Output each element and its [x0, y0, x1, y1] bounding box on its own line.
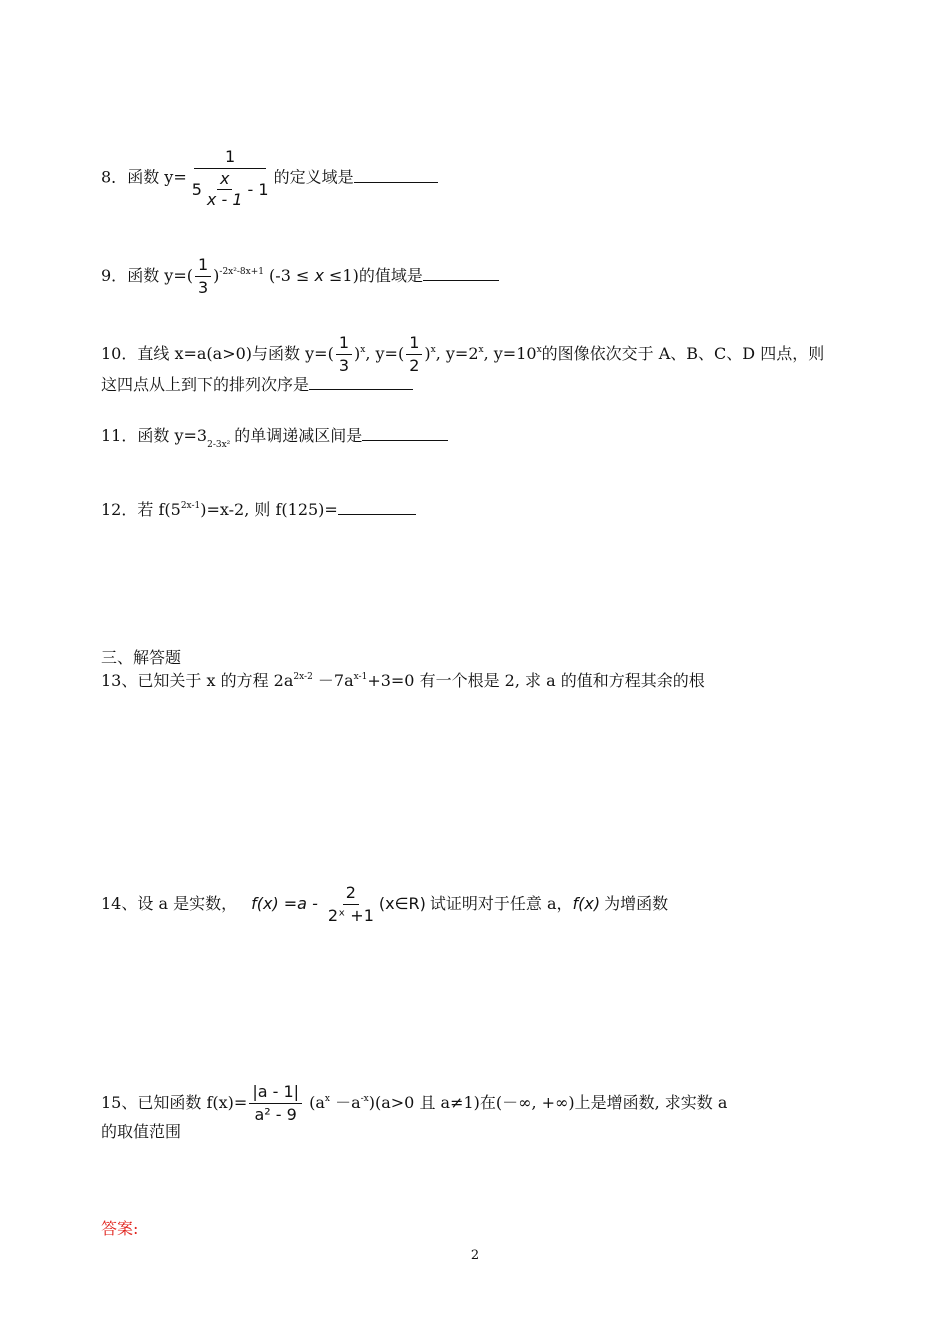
question-8: 8．函数 y= 1 5 $\frac{x}{x - 1}$ - 1 的定义域是 — [101, 146, 438, 210]
section-heading: 三、解答题 — [101, 648, 182, 667]
answer-label: 答案: — [101, 1219, 139, 1238]
q8-inner-fraction: $\frac{x}{x - 1}$ — [206, 169, 243, 209]
question-13: 13、已知关于 x 的方程 $2a^{2x-2} -7a^{x-1}+3=0$ 有一个根是 2, 求 a 的值和方程其余的根 — [101, 671, 705, 690]
q14-fraction: $\frac{2}{\text{2ˣ +1}}$ — [327, 883, 374, 925]
question-12: 12．若 $f(5^{2x-1})=x-2$, 则 f(125)= — [101, 498, 416, 521]
question-14: 14、设 a 是实数， f(x) =a - $\frac{2}{\text{2ˣ +1}}$ (x∈R) 试证明对于任意 a，f(x) 为增函数 — [101, 883, 669, 925]
answer-blank — [354, 166, 438, 183]
page-number: 2 — [470, 1248, 480, 1263]
q10-fraction-2: $\frac{1}{2}$ — [406, 332, 422, 377]
q8-fraction: 1 5 $\frac{x}{x - 1}$ - 1 — [191, 147, 269, 209]
question-11: 11．函数 $y=3_{2-3x^2}$ 的单调递减区间是 — [101, 424, 448, 447]
question-10-line-2: 这四点从上到下的排列次序是 — [101, 373, 413, 396]
answer-blank — [423, 264, 499, 281]
answer-blank — [362, 424, 448, 441]
q15-fraction: $\frac{|a - 1|}{\text{a² - 9}}$ — [249, 1081, 302, 1126]
question-15: 15、已知函数 f(x)= $\frac{|a - 1|}{\text{a² - 9}}$ $(a^x -a^{-x})(a>0$ 且 a≠1)在(－∞, +∞)上是增函数, 求实数 a — [101, 1082, 728, 1124]
q10-fraction-1: $\frac{1}{3}$ — [336, 332, 352, 377]
question-10: 10．直线 x=a(a>0)与函数 y=( $\frac{1}{3}$ )$^x$, y=( $\frac{1}{2}$ )$^x$, $y=2^x$, $y=10^x$的图像依次交于 A、B、C、D 四点，则 — [101, 333, 825, 375]
answer-blank — [309, 373, 413, 390]
q9-fraction: $\frac{1}{3}$ — [195, 254, 211, 299]
question-9: 9．函数 y=( $\frac{1}{3}$ )$^{-2x^2-8x+1}$ (-3 ≤ x ≤1)的值域是 — [101, 254, 499, 299]
answer-blank — [338, 498, 416, 515]
question-15-line-2: 的取值范围 — [101, 1122, 182, 1141]
